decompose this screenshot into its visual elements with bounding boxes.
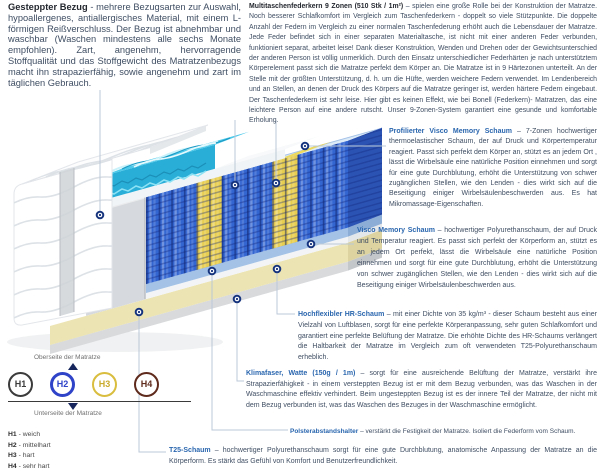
zone-circle-h3: H3 bbox=[92, 372, 117, 397]
zone-circle-h2: H2 bbox=[50, 372, 75, 397]
heading-klimafaser: Klimafaser, Watte (150g / 1m) bbox=[246, 370, 356, 377]
annotation-hr-schaum bbox=[298, 310, 597, 364]
annotation-polsterabstandshalter bbox=[290, 426, 598, 437]
arrow-up-icon bbox=[68, 363, 78, 370]
marker-springs-dot bbox=[231, 181, 240, 190]
annotation-t25-schaum bbox=[169, 445, 597, 467]
annotation-profilierter-visco bbox=[389, 127, 597, 210]
body-multitaschenfederkern: – spielen eine große Rolle bei der Konstruktion der Matratze. Noch besserer Schlafkomfort im Vergleich zum Taschenfederkern - doppelt so viele Stützpunkte. Die doppelte Anzahl der Federn im Vergleich zu einer normalen Taschenfederung erhöht auch die Lebensdauer der Matratze. Jede Feder befindet sich in einer separaten Materialtasche, ist nicht mit einer anderen Feder verbunden, funktioniert separat, arbeitet leise! Dank dieser Konstruktion, Wenden und Drehen oder der Gewichtsunterschied der anderen Person ist völlig unmerklich. Durch den Einsatz unterschiedlicher Federhärten je nach unterstütztem Körperelement passt sich die Matratze perfekt dem Körper an. Die Matratze ist in 9 Härtezonen unterteilt. An der Stelle mit der größten Unterstützung, d. h. um die Hüfte, werden weichere Federn verwendet. Im Lendenbereich und an Stellen, an denen der Druck des Körpers auf die Matratze geringer ist, werden härtere Federn eingebaut. Der Taschenfederkern ist sehr leise. Hier gibt es keinen Effekt, wie bei Bonell (Federkern)- Matratzen, das eine leichtere Person auf eine andere rutscht. Unser 9-Zonen-System garantiert eine gesunde und komfortable Erholung. bbox=[249, 3, 597, 125]
line-klimafaser bbox=[237, 299, 244, 381]
heading-gesteppter-bezug: Gesteppter Bezug bbox=[8, 2, 88, 12]
zone-circle-h4: H4 bbox=[134, 372, 159, 397]
marker-klimafaser-dot bbox=[233, 295, 242, 304]
cover-zipper-band bbox=[60, 168, 74, 316]
heading-polsterabstandshalter: Polsterabstandshalter bbox=[290, 428, 359, 435]
hardness-legend bbox=[8, 354, 218, 472]
marker-t25-dot bbox=[135, 308, 144, 317]
hardness-key-item: H1 - weich bbox=[8, 431, 41, 438]
marker-springs-dot-2 bbox=[272, 179, 281, 188]
body-hr-schaum: – mit einer Dichte von 35 kg/m³ - dieser Schaum besteht aus einer Vielzahl von Luftblasen, sorgt für eine perfekte Körperanpassung, sehr guten Schlafkomfort und garantiert eine perfekte Belüftung der Matratze. Die erhöhte Dichte des HR-Schaums verlängert die Haltbarkeit der Matratze im Vergleich zum oft verwendeten T25-Polyurethanschaum erheblich. bbox=[298, 311, 597, 362]
paragraph-gesteppter-bezug bbox=[8, 2, 241, 88]
body-profilierter-visco: – 7-Zonen hochwertiger thermoelastischer Schaum, der auf Druck und Körpertemperatur reagiert. Passt sich perfekt dem Körper an, stützt es an jedem Ort , lässt die Wirbelsäule eine natürliche Position einnehmen und sorgt für eine gute Durchblutung, erhöht die Unterstützung von schwer zugänglichen Stellen, wie den Lenden - dies wirkt sich auf die Beseitigung einiger Wirbelsäulenbeschwerden aus. Es hat Mikromassage-Eigenschaften. bbox=[389, 128, 597, 208]
hardness-key-list bbox=[8, 430, 218, 472]
annotation-klimafaser bbox=[246, 369, 597, 412]
legend-divider bbox=[8, 401, 191, 402]
legend-bottom-label: Unterseite der Matratze bbox=[34, 410, 102, 417]
body-t25-schaum: – hochwertiger Polyurethanschaum sorgt für eine gute Durchblutung, anatomische Anpassung der Matratze an die Körperform. Es stärkt das Gefühl von Komfort und Benutzerfreundlichkeit. bbox=[169, 447, 597, 465]
marker-profiled-visco-dot bbox=[301, 142, 310, 151]
zone-circle-h1: H1 bbox=[8, 372, 33, 397]
body-polsterabstandshalter: – verstärkt die Festigkeit der Matratze. Isoliert die Federform vom Schaum. bbox=[360, 428, 576, 435]
arrow-down-icon bbox=[68, 403, 78, 410]
marker-cover-dot bbox=[96, 211, 105, 220]
hardness-key-item: H3 - hart bbox=[8, 452, 35, 459]
marker-hr-foam-dot bbox=[273, 265, 282, 274]
body-gesteppter-bezug: - mehrere Bezugsarten zur Auswahl, hypoallergenes, antiallergisches Material, mit einem L-förmigen Reißverschluss. Der Bezug ist abnehmbar und waschbar (Waschen mindestens alle sechs Monate empfohlen). Zart, angenehm, hervorragende Stoffqualität und das Stoffgewicht des Matratzenbezugs macht ihn strapazierfähig, sowie angenehm und zart im täglichen Gebrauch. bbox=[8, 2, 241, 88]
paragraph-multitaschenfederkern bbox=[249, 2, 597, 127]
hardness-key-item: H2 - mittelhart bbox=[8, 441, 51, 449]
heading-t25-schaum: T25-Schaum bbox=[169, 447, 211, 454]
body-visco-memory: – hochwertiger Polyurethanschaum, der auf Druck und Temperatur reagiert. Es passt sich perfekt der Körperform an, stützt es an jedem Ort perfekt, lässt die Wirbelsäule eine natürliche Position einnehmen und sorgt für eine gute Durchblutung, erhöht die Unterstützung von schwer zugänglichen Stellen, wie den Lenden - dies wirkt sich auf die Beseitigung einiger Wirbelsäulenbeschwerden aus. bbox=[357, 227, 597, 289]
heading-profilierter-visco: Profilierter Visco Memory Schaum bbox=[389, 128, 512, 135]
hardness-key-item: H4 - sehr hart bbox=[8, 462, 50, 470]
body-klimafaser: – sorgt für eine ausreichende Belüftung der Matratze, verstärkt ihre Strapazierfähigkeit - in einem versteppten Bezug ist er mit dem Bezug verbunden, was das Waschen in der Waschmaschine effektiv verhindert. Beim ungesteppten Bezug ist es der innere Teil der Matratze, der nicht mit dem Bezug verbunden ist, was das Waschen des Bezuges in der Waschmaschine ermöglicht. bbox=[246, 370, 597, 410]
heading-hr-schaum: Hochflexibler HR-Schaum bbox=[298, 311, 385, 318]
legend-top-label: Oberseite der Matratze bbox=[34, 354, 101, 361]
annotation-visco-memory bbox=[357, 226, 597, 291]
hardness-zone-row bbox=[8, 372, 218, 397]
heading-visco-memory: Visco Memory Schaum bbox=[357, 227, 435, 234]
heading-multitaschenfederkern: Multitaschenfederkern 9 Zonen (510 Stk / 1m²) bbox=[249, 3, 404, 10]
marker-visco-dot bbox=[307, 240, 316, 249]
marker-polster-dot bbox=[208, 267, 217, 276]
